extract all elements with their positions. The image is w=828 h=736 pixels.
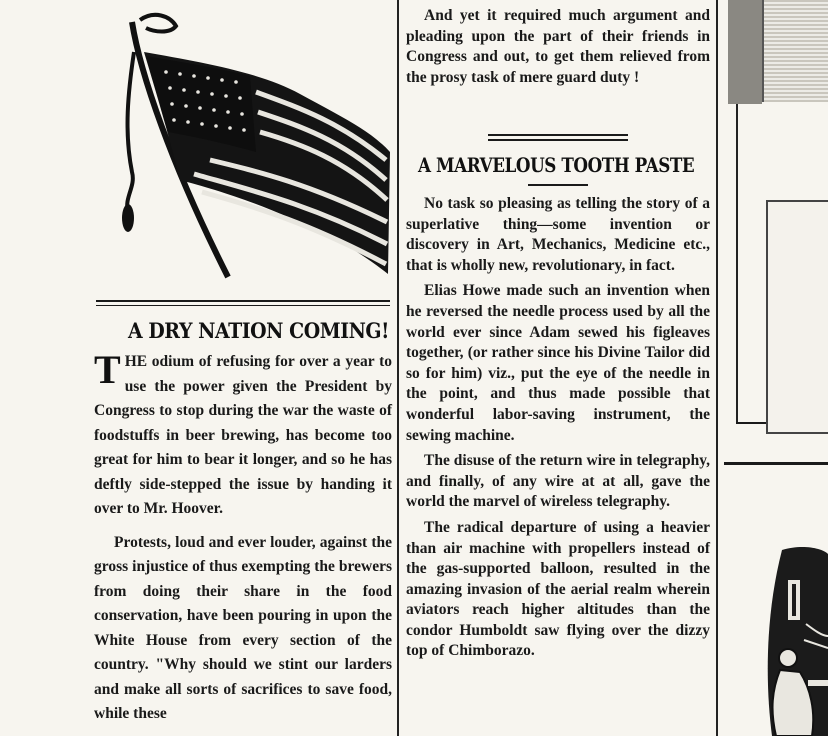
- middle-headline-underline: [528, 184, 588, 186]
- american-flag-illustration: [110, 12, 400, 287]
- right-rule: [724, 462, 828, 465]
- adjacent-page-thumbnail: [762, 0, 828, 102]
- left-paragraph-1: THE odium of refusing for over a year to use the power given the President by Congress to stop during the war the waste of foodstuffs in beer brewing, has become too great for him to bear it longer, and so he has deftly side-stepped the issue by handing it over to Mr. Hoover.: [94, 347, 392, 517]
- left-section-rule-bottom: [96, 305, 390, 306]
- middle-section-rule-bottom: [488, 139, 628, 141]
- drop-cap: T: [94, 347, 121, 392]
- left-headline: A DRY NATION COMING!: [128, 318, 389, 343]
- middle-article-body: [406, 194, 710, 667]
- middle-intro-paragraph: And yet it required much argument and pleading upon the part of their friends in Congress and out, to get them relieved from the prosy task of mere guard duty !: [406, 7, 710, 86]
- left-paragraph-2: Protests, loud and ever louder, against the gross injustice of thus exempting the brewers from doing their share in the food conservation, have been pouring in upon the White House from every section of the country. "Why should we stint our larders and make all sorts of sacrifices to save food, while these: [94, 533, 392, 722]
- right-border-line: [736, 104, 738, 424]
- middle-paragraph-4: The radical departure of using a heavier than air machine with propellers instead of the gas-supported balloon, resulted in the amazing invasion of the aerial realm wherein aviators reach higher altitudes than the condor Humboldt saw flying over the dizzy top of Chimborazo.: [406, 518, 710, 660]
- left-article-body: [94, 347, 392, 736]
- middle-paragraph-1: No task so pleasing as telling the story of a superlative thing—some invention or discovery in Art, Mechanics, Medicine etc., that is wholly new, revolutionary, in fact.: [406, 195, 710, 274]
- middle-headline: A MARVELOUS TOOTH PASTE: [418, 154, 695, 177]
- middle-paragraph-3: The disuse of the return wire in telegraphy, and finally, of any wire at at all, gave the world the marvel of wireless telegraphy.: [406, 452, 710, 511]
- left-section-rule-top: [96, 300, 390, 302]
- column-rule-right: [716, 0, 718, 736]
- adjacent-page-frame: [728, 0, 762, 104]
- middle-intro: [406, 6, 710, 93]
- dentist-illustration-fragment: [752, 540, 828, 736]
- middle-paragraph-2: Elias Howe made such an invention when he reversed the needle process used by all the world ever since Adam sewed his figleaves together, (or rather since his Divine Tailor did so for him) viz., put the eye of the needle in the point, and thus made possible that wonderful labor-saving instrument, the sewing machine.: [406, 282, 710, 444]
- column-rule-left: [397, 0, 399, 736]
- right-empty-box: [766, 200, 828, 434]
- middle-section-rule-top: [488, 134, 628, 136]
